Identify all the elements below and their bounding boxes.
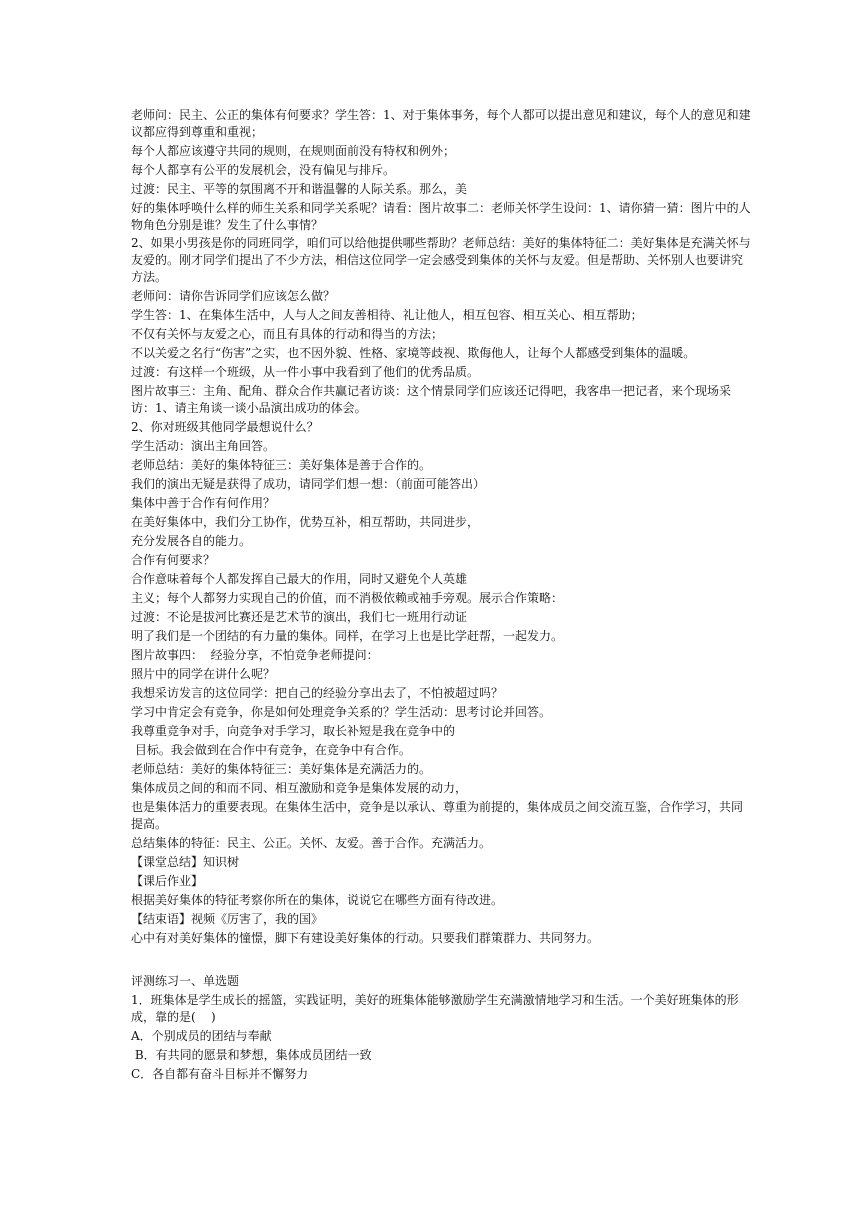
section-class-summary: 【课堂总结】知识树 (131, 855, 240, 869)
paragraph-12: 图片故事三：主角、配角、群众合作共赢记者访谈：这个情景同学们应该还记得吧，我客串一把记者，来个现场采访：1、请主角谈一谈小品演出成功的体会。 (131, 384, 732, 415)
paragraph-23: 过渡：不论是拔河比赛还是艺术节的演出，我们七一班用行动证 (131, 610, 468, 624)
paragraph-24: 明了我们是一个团结的有力量的集体。同样，在学习上也是比学赶帮，一起发力。 (131, 629, 564, 643)
exercise-option-a: A．个别成员的团结与奉献 (131, 1029, 272, 1043)
exercise-option-c: C．各自都有奋斗目标并不懈努力 (131, 1067, 309, 1081)
paragraph-34: 总结集体的特征：民主、公正。关怀、友爱。善于合作。充满活力。 (131, 836, 492, 850)
paragraph-19: 充分发展各自的能力。 (131, 534, 252, 548)
paragraph-8: 学生答：1、在集体生活中，人与人之间友善相待、礼让他人，相互包容、相互关心、相互帮助； (131, 308, 643, 322)
paragraph-homework-text: 根据美好集体的特征考察你所在的集体，说说它在哪些方面有待改进。 (131, 893, 504, 907)
paragraph-31: 老师总结：美好的集体特征三：美好集体是充满活力的。 (131, 762, 432, 776)
paragraph-32: 集体成员之间的和而不同、相互激励和竞争是集体发展的动力， (131, 781, 468, 795)
paragraph-33: 也是集体活力的重要表现。在集体生活中，竞争是以承认、尊重为前提的，集体成员之间交流互鉴，合作学习，共同提高。 (131, 800, 744, 831)
paragraph-21: 合作意味着每个人都发挥自己最大的作用，同时又避免个人英雄 (131, 572, 468, 586)
exercise-option-b: B．有共同的愿景和梦想，集体成员团结一致 (131, 1048, 372, 1062)
paragraph-17: 集体中善于合作有何作用？ (131, 496, 276, 510)
section-closing: 【结束语】视频《厉害了，我的国》 (131, 912, 324, 926)
exercise-heading: 评测练习一、单选题 (131, 974, 240, 988)
paragraph-18: 在美好集体中，我们分工协作，优势互补，相互帮助，共同进步， (131, 515, 480, 529)
exercise-question: 1．班集体是学生成长的摇篮，实践证明，美好的班集体能够激励学生充满激情地学习和生活。一个美好班集体的形成，靠的是( ) (131, 993, 739, 1024)
section-spacer (131, 948, 751, 972)
paragraph-closing-text: 心中有对美好集体的憧憬，脚下有建设美好集体的行动。只要我们群策群力、共同努力。 (131, 931, 600, 945)
paragraph-27: 我想采访发言的这位同学：把自己的经验分享出去了，不怕被超过吗？ (131, 686, 504, 700)
paragraph-1: 老师问：民主、公正的集体有何要求？学生答：1、对于集体事务，每个人都可以提出意见和建议，每个人的意见和建议都应得到尊重和重视； (131, 108, 751, 139)
paragraph-6: 2、如果小男孩是你的同班同学，咱们可以给他提供哪些帮助？老师总结：美好的集体特征二：美好集体是充满关怀与友爱的。刚才同学们提出了不少方法，相信这位同学一定会感受到集体的关怀与友爱。但是帮助、关怀别人也要讲究方法。 (131, 236, 751, 284)
paragraph-9: 不仅有关怀与友爱之心，而且有具体的行动和得当的方法； (131, 327, 444, 341)
paragraph-2: 每个人都应该遵守共同的规则，在规则面前没有特权和例外； (131, 144, 456, 158)
paragraph-25: 图片故事四： 经验分享，不怕竞争老师提问： (131, 648, 379, 662)
paragraph-14: 学生活动：演出主角回答。 (131, 439, 276, 453)
paragraph-3: 每个人都享有公平的发展机会，没有偏见与排斥。 (131, 163, 396, 177)
paragraph-22: 主义；每个人都努力实现自己的价值，而不消极依赖或袖手旁观。展示合作策略： (131, 591, 564, 605)
section-homework: 【课后作业】 (131, 874, 204, 888)
paragraph-11: 过渡：有这样一个班级，从一件小事中我看到了他们的优秀品质。 (131, 365, 480, 379)
document-body (131, 106, 751, 1084)
paragraph-13: 2、你对班级其他同学最想说什么？ (131, 420, 319, 434)
paragraph-4: 过渡：民主、平等的氛围离不开和谐温馨的人际关系。那么，美 (131, 182, 468, 196)
paragraph-26: 照片中的同学在讲什么呢？ (131, 667, 276, 681)
paragraph-5: 好的集体呼唤什么样的师生关系和同学关系呢？请看：图片故事二：老师关怀学生设问：1、请你猜一猜：图片中的人物角色分别是谁？发生了什么事情？ (131, 201, 751, 232)
paragraph-29: 我尊重竞争对手，向竞争对手学习，取长补短是我在竞争中的 (131, 724, 456, 738)
paragraph-16: 我们的演出无疑是获得了成功，请同学们想一想：（前面可能答出） (131, 477, 486, 491)
paragraph-28: 学习中肯定会有竞争，你是如何处理竞争关系的？学生活动：思考讨论并回答。 (131, 705, 552, 719)
paragraph-10: 不以关爱之名行“伤害”之实，也不因外貌、性格、家境等歧视、欺侮他人，让每个人都感受到集体的温暖。 (131, 346, 696, 360)
paragraph-20: 合作有何要求？ (131, 553, 216, 567)
paragraph-15: 老师总结：美好的集体特征三：美好集体是善于合作的。 (131, 458, 432, 472)
paragraph-7: 老师问：请你告诉同学们应该怎么做？ (131, 289, 336, 303)
paragraph-30: 目标。我会做到在合作中有竞争，在竞争中有合作。 (131, 743, 411, 757)
